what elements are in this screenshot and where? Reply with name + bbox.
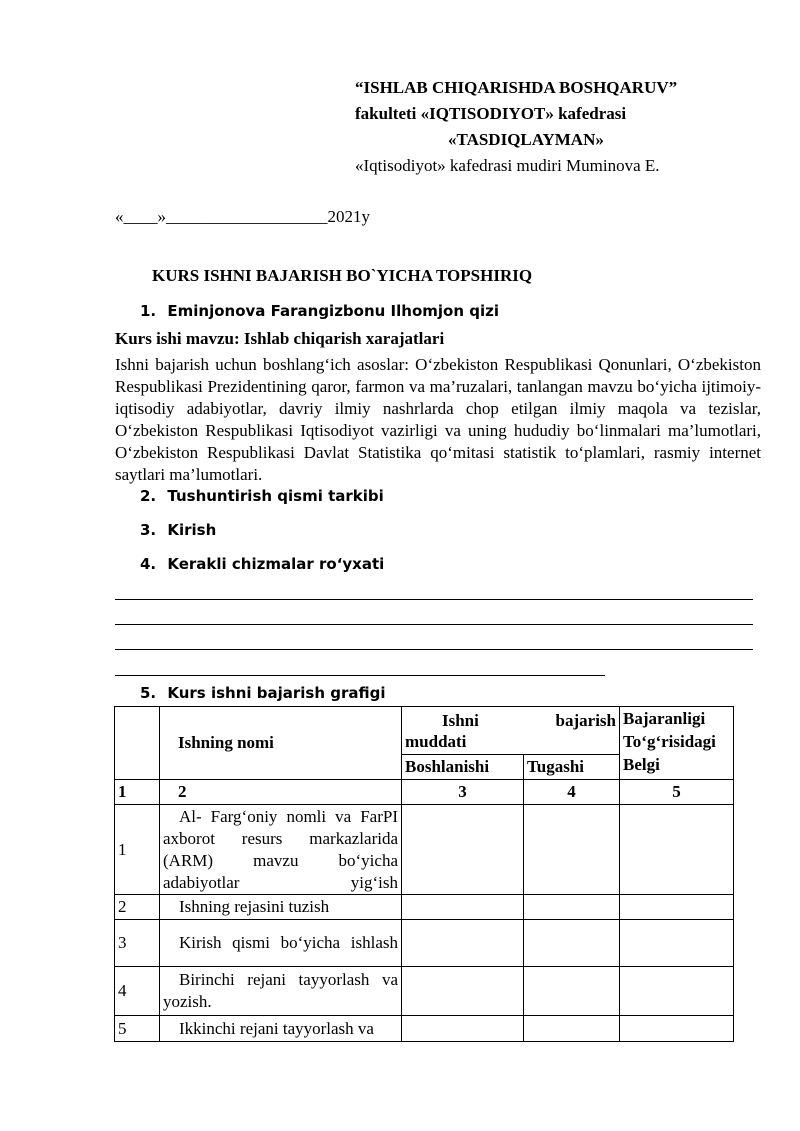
table-row: [115, 1016, 734, 1042]
department-title: fakulteti «IQTISODIYOT» kafedrasi: [355, 104, 627, 123]
row-num: 2: [115, 895, 160, 920]
row-status: [620, 920, 734, 967]
header-start: Boshlanishi: [402, 755, 524, 780]
row-num: 4: [115, 967, 160, 1016]
header-period-word: bajarish: [555, 710, 616, 730]
row-work-name: Ikkinchi rejani tayyorlash va: [160, 1016, 402, 1042]
col-num: 4: [524, 780, 620, 805]
table-row: [115, 920, 734, 967]
header-cell: [115, 707, 160, 780]
row-start: [402, 920, 524, 967]
row-work-name: Ishning rejasini tuzish: [160, 895, 402, 920]
blank-line: [115, 599, 753, 600]
row-start: [402, 967, 524, 1016]
blank-line: [115, 624, 753, 625]
head-of-department: «Iqtisodiyot» kafedrasi mudiri Muminova E.: [355, 156, 660, 175]
header-end: Tugashi: [524, 755, 620, 780]
column-number-row: [115, 780, 734, 805]
list-item-5: [140, 684, 386, 702]
row-num: 1: [115, 805, 160, 895]
col-num: 3: [402, 780, 524, 805]
list-item-2: [140, 487, 384, 505]
table-row: [115, 967, 734, 1016]
header-period-word: muddati: [405, 731, 467, 751]
list-item-1: [140, 302, 499, 320]
list-number: 2.: [140, 487, 157, 505]
row-status: [620, 1016, 734, 1042]
list-item-4: [140, 555, 384, 573]
document-title: KURS ISHNI BAJARISH BO`YICHA TOPSHIRIQ: [152, 266, 533, 285]
list-text: Kerakli chizmalar ro‘yxati: [167, 555, 385, 573]
list-number: 4.: [140, 555, 157, 573]
student-name: Eminjonova Farangizbonu Ilhomjon qizi: [167, 302, 499, 320]
header-status: Bajaranligi To‘g‘risidagi Belgi: [620, 707, 734, 780]
row-work-name: Birinchi rejani tayyorlash va yozish.: [160, 967, 402, 1016]
row-status: [620, 895, 734, 920]
row-end: [524, 967, 620, 1016]
row-start: [402, 805, 524, 895]
row-end: [524, 895, 620, 920]
course-topic: Kurs ishi mavzu: Ishlab chiqarish xarajatlari: [115, 329, 445, 348]
faculty-title: “ISHLAB CHIQARISHDA BOSHQARUV”: [355, 78, 678, 97]
list-text: Kirish: [167, 521, 217, 539]
row-status: [620, 805, 734, 895]
list-item-3: [140, 521, 216, 539]
row-end: [524, 805, 620, 895]
table-header-row: [115, 707, 734, 755]
approval-heading: «TASDIQLAYMAN»: [448, 130, 604, 149]
header-work-name: Ishning nomi: [160, 707, 402, 780]
row-end: [524, 1016, 620, 1042]
blank-line: [115, 649, 753, 650]
list-number: 1.: [140, 302, 157, 320]
col-num: 1: [115, 780, 160, 805]
list-number: 5.: [140, 684, 157, 702]
row-end: [524, 920, 620, 967]
row-work-name: Kirish qismi bo‘yicha ishlash: [160, 920, 402, 967]
list-text: Tushuntirish qismi tarkibi: [167, 487, 384, 505]
row-work-name: Al- Farg‘oniy nomli va FarPI axborot resurs markazlarida (ARM) mavzu bo‘yicha adabiyotlar yig‘ish: [160, 805, 402, 895]
list-number: 3.: [140, 521, 157, 539]
row-num: 5: [115, 1016, 160, 1042]
row-start: [402, 895, 524, 920]
schedule-table: [114, 706, 734, 1042]
row-start: [402, 1016, 524, 1042]
row-num: 3: [115, 920, 160, 967]
header-period-word: Ishni: [442, 710, 479, 730]
header-period: [402, 707, 620, 755]
col-num: 5: [620, 780, 734, 805]
table-row: [115, 805, 734, 895]
basis-paragraph: Ishni bajarish uchun boshlang‘ich asoslar: O‘zbekiston Respublikasi Qonunlari, O‘zbekiston Respublikasi Prezidentining qaror, farmon va ma’ruzalari, tanlangan mavzu bo‘yicha ijtimoiy-iqtisodiy adabiyotlar, davriy ilmiy nashrlarda chop etilgan ilmiy maqola va tezislar, O‘zbekiston Respublikasi Iqtisodiyot vazirligi va uning hududiy bo‘linmalari ma’lumotlari, O‘zbekiston Respublikasi Davlat Statistika qo‘mitasi statistik to‘plamlari, rasmiy internet saytlari ma’lumotlari.: [115, 355, 761, 484]
blank-line: [115, 675, 605, 676]
list-text: Kurs ishni bajarish grafigi: [167, 684, 386, 702]
row-status: [620, 967, 734, 1016]
date-line: «____»___________________2021y: [115, 207, 370, 226]
table-row: [115, 895, 734, 920]
col-num: 2: [160, 780, 402, 805]
